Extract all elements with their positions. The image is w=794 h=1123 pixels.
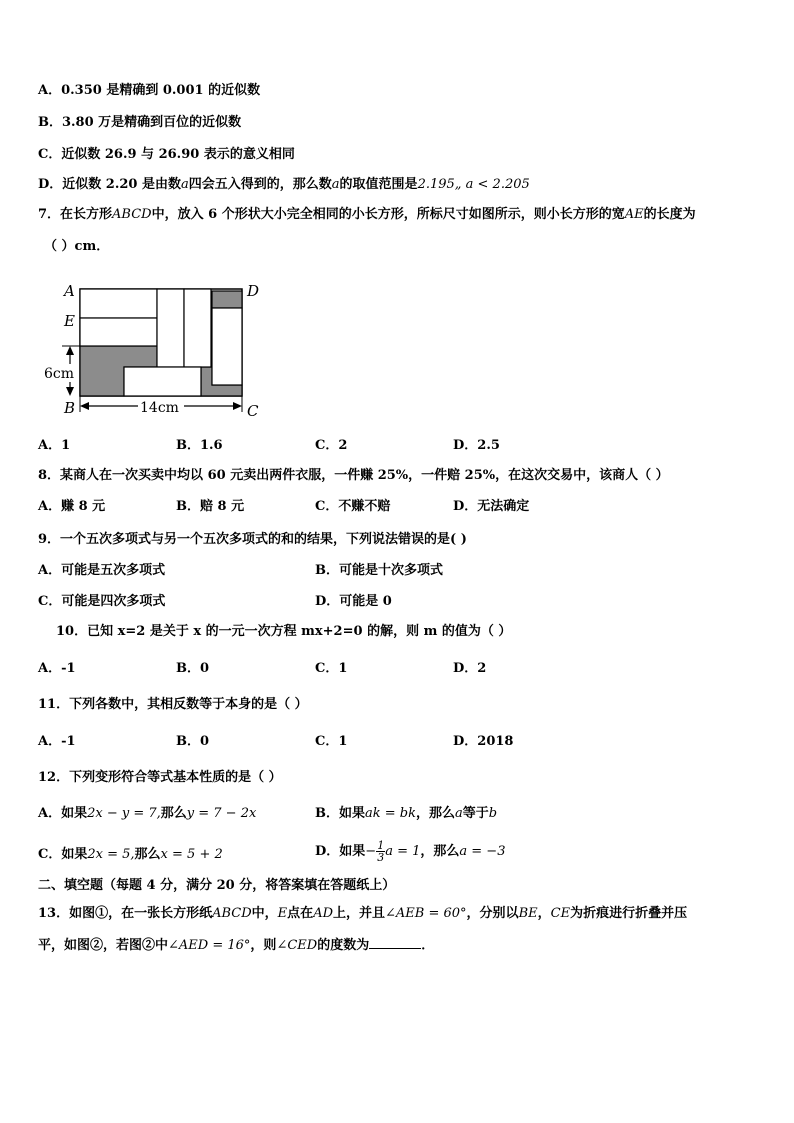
- q9-option-c: C．可能是四次多项式: [38, 594, 166, 609]
- label-d: D: [247, 282, 260, 300]
- fraction-one-third: $\frac{1}{3}$: [377, 839, 385, 864]
- label-c: C: [247, 402, 259, 420]
- q10-option-d: D．2: [453, 661, 487, 676]
- q6-option-d: D．近似数 2.20 是由数a四会五入得到的，那么数a的取值范围是2.195„ a < 2.205: [38, 177, 530, 192]
- q8-option-c: C．不赚不赔: [315, 499, 391, 514]
- q9-option-a: A．可能是五次多项式: [38, 563, 166, 578]
- q7-rectangle-figure: [40, 278, 270, 423]
- q7-option-c: C．2: [315, 438, 348, 453]
- answer-blank: [369, 936, 421, 949]
- small-rect-1: [80, 289, 157, 318]
- label-e: E: [64, 312, 75, 330]
- shaded-region-top-right: [212, 291, 242, 308]
- q13-stem-line2: 平，如图②，若图②中∠AED = 16°，则∠CED的度数为 ．: [38, 938, 435, 953]
- q12-option-b: B．如果ak = bk，那么a等于b: [315, 806, 498, 821]
- small-rect-6: [212, 308, 242, 385]
- small-rect-2: [80, 318, 157, 346]
- width-arrow-left: [80, 402, 89, 410]
- small-rect-5: [124, 367, 201, 396]
- q10-option-c: C．1: [315, 661, 348, 676]
- q8-option-a: A．赚 8 元: [38, 499, 106, 514]
- q11-option-d: D．2018: [453, 734, 514, 749]
- q7-answer-blank: （ ）cm．: [44, 239, 110, 254]
- label-b: B: [64, 399, 76, 417]
- small-rect-4: [184, 289, 211, 367]
- q7-option-a: A．1: [38, 438, 71, 453]
- q12-option-a: A．如果2x − y = 7,那么y = 7 − 2x: [38, 806, 257, 821]
- height-dimension-label: 6cm: [44, 366, 75, 382]
- q11-stem: 11．下列各数中，其相反数等于本身的是（ ）: [38, 697, 308, 712]
- height-arrow-top: [66, 346, 74, 355]
- width-arrow-right: [233, 402, 242, 410]
- q12-option-d: D．如果− $\frac{1}{3}$ a = 1，那么a = −3: [315, 839, 506, 864]
- q6-option-b: B．3.80 万是精确到百位的近似数: [38, 115, 242, 130]
- q12-stem: 12．下列变形符合等式基本性质的是（ ）: [38, 770, 282, 785]
- q9-stem: 9．一个五次多项式与另一个五次多项式的和的结果，下列说法错误的是( ): [38, 532, 467, 547]
- q6-option-a: A．0.350 是精确到 0.001 的近似数: [38, 83, 261, 98]
- label-a: A: [64, 282, 75, 300]
- q7-option-b: B．1.6: [176, 438, 223, 453]
- width-dimension-label: 14cm: [140, 400, 179, 416]
- height-arrow-bottom: [66, 387, 74, 396]
- section-fill-in-title: 二、填空题（每题 4 分，满分 20 分，将答案填在答题纸上）: [38, 878, 396, 893]
- q10-stem: 10．已知 x=2 是关于 x 的一元一次方程 mx+2=0 的解，则 m 的值为（ ）: [56, 624, 512, 639]
- q8-option-b: B．赔 8 元: [176, 499, 245, 514]
- q10-option-a: A．-1: [38, 661, 76, 676]
- q6-option-c: C．近似数 26.9 与 26.90 表示的意义相同: [38, 147, 295, 162]
- q11-option-c: C．1: [315, 734, 348, 749]
- q11-option-a: A．-1: [38, 734, 76, 749]
- q8-stem: 8．某商人在一次买卖中均以 60 元卖出两件衣服，一件赚 25%，一件赔 25%，在这次交易中，该商人（ ）: [38, 468, 669, 483]
- q11-option-b: B．0: [176, 734, 210, 749]
- q9-option-d: D．可能是 0: [315, 594, 392, 609]
- q8-option-d: D．无法确定: [453, 499, 530, 514]
- q7-stem: 7．在长方形ABCD中，放入 6 个形状大小完全相同的小长方形，所标尺寸如图所示，则小长方形的宽AE的长度为: [38, 207, 696, 222]
- small-rect-3: [157, 289, 184, 367]
- q13-stem-line1: 13．如图①，在一张长方形纸ABCD中，E点在AD上，并且∠AEB = 60°，分别以BE，CE为折痕进行折叠并压: [38, 906, 688, 921]
- q12-option-c: C．如果2x = 5,那么x = 5 + 2: [38, 847, 223, 862]
- q9-option-b: B．可能是十次多项式: [315, 563, 443, 578]
- q7-option-d: D．2.5: [453, 438, 500, 453]
- q10-option-b: B．0: [176, 661, 210, 676]
